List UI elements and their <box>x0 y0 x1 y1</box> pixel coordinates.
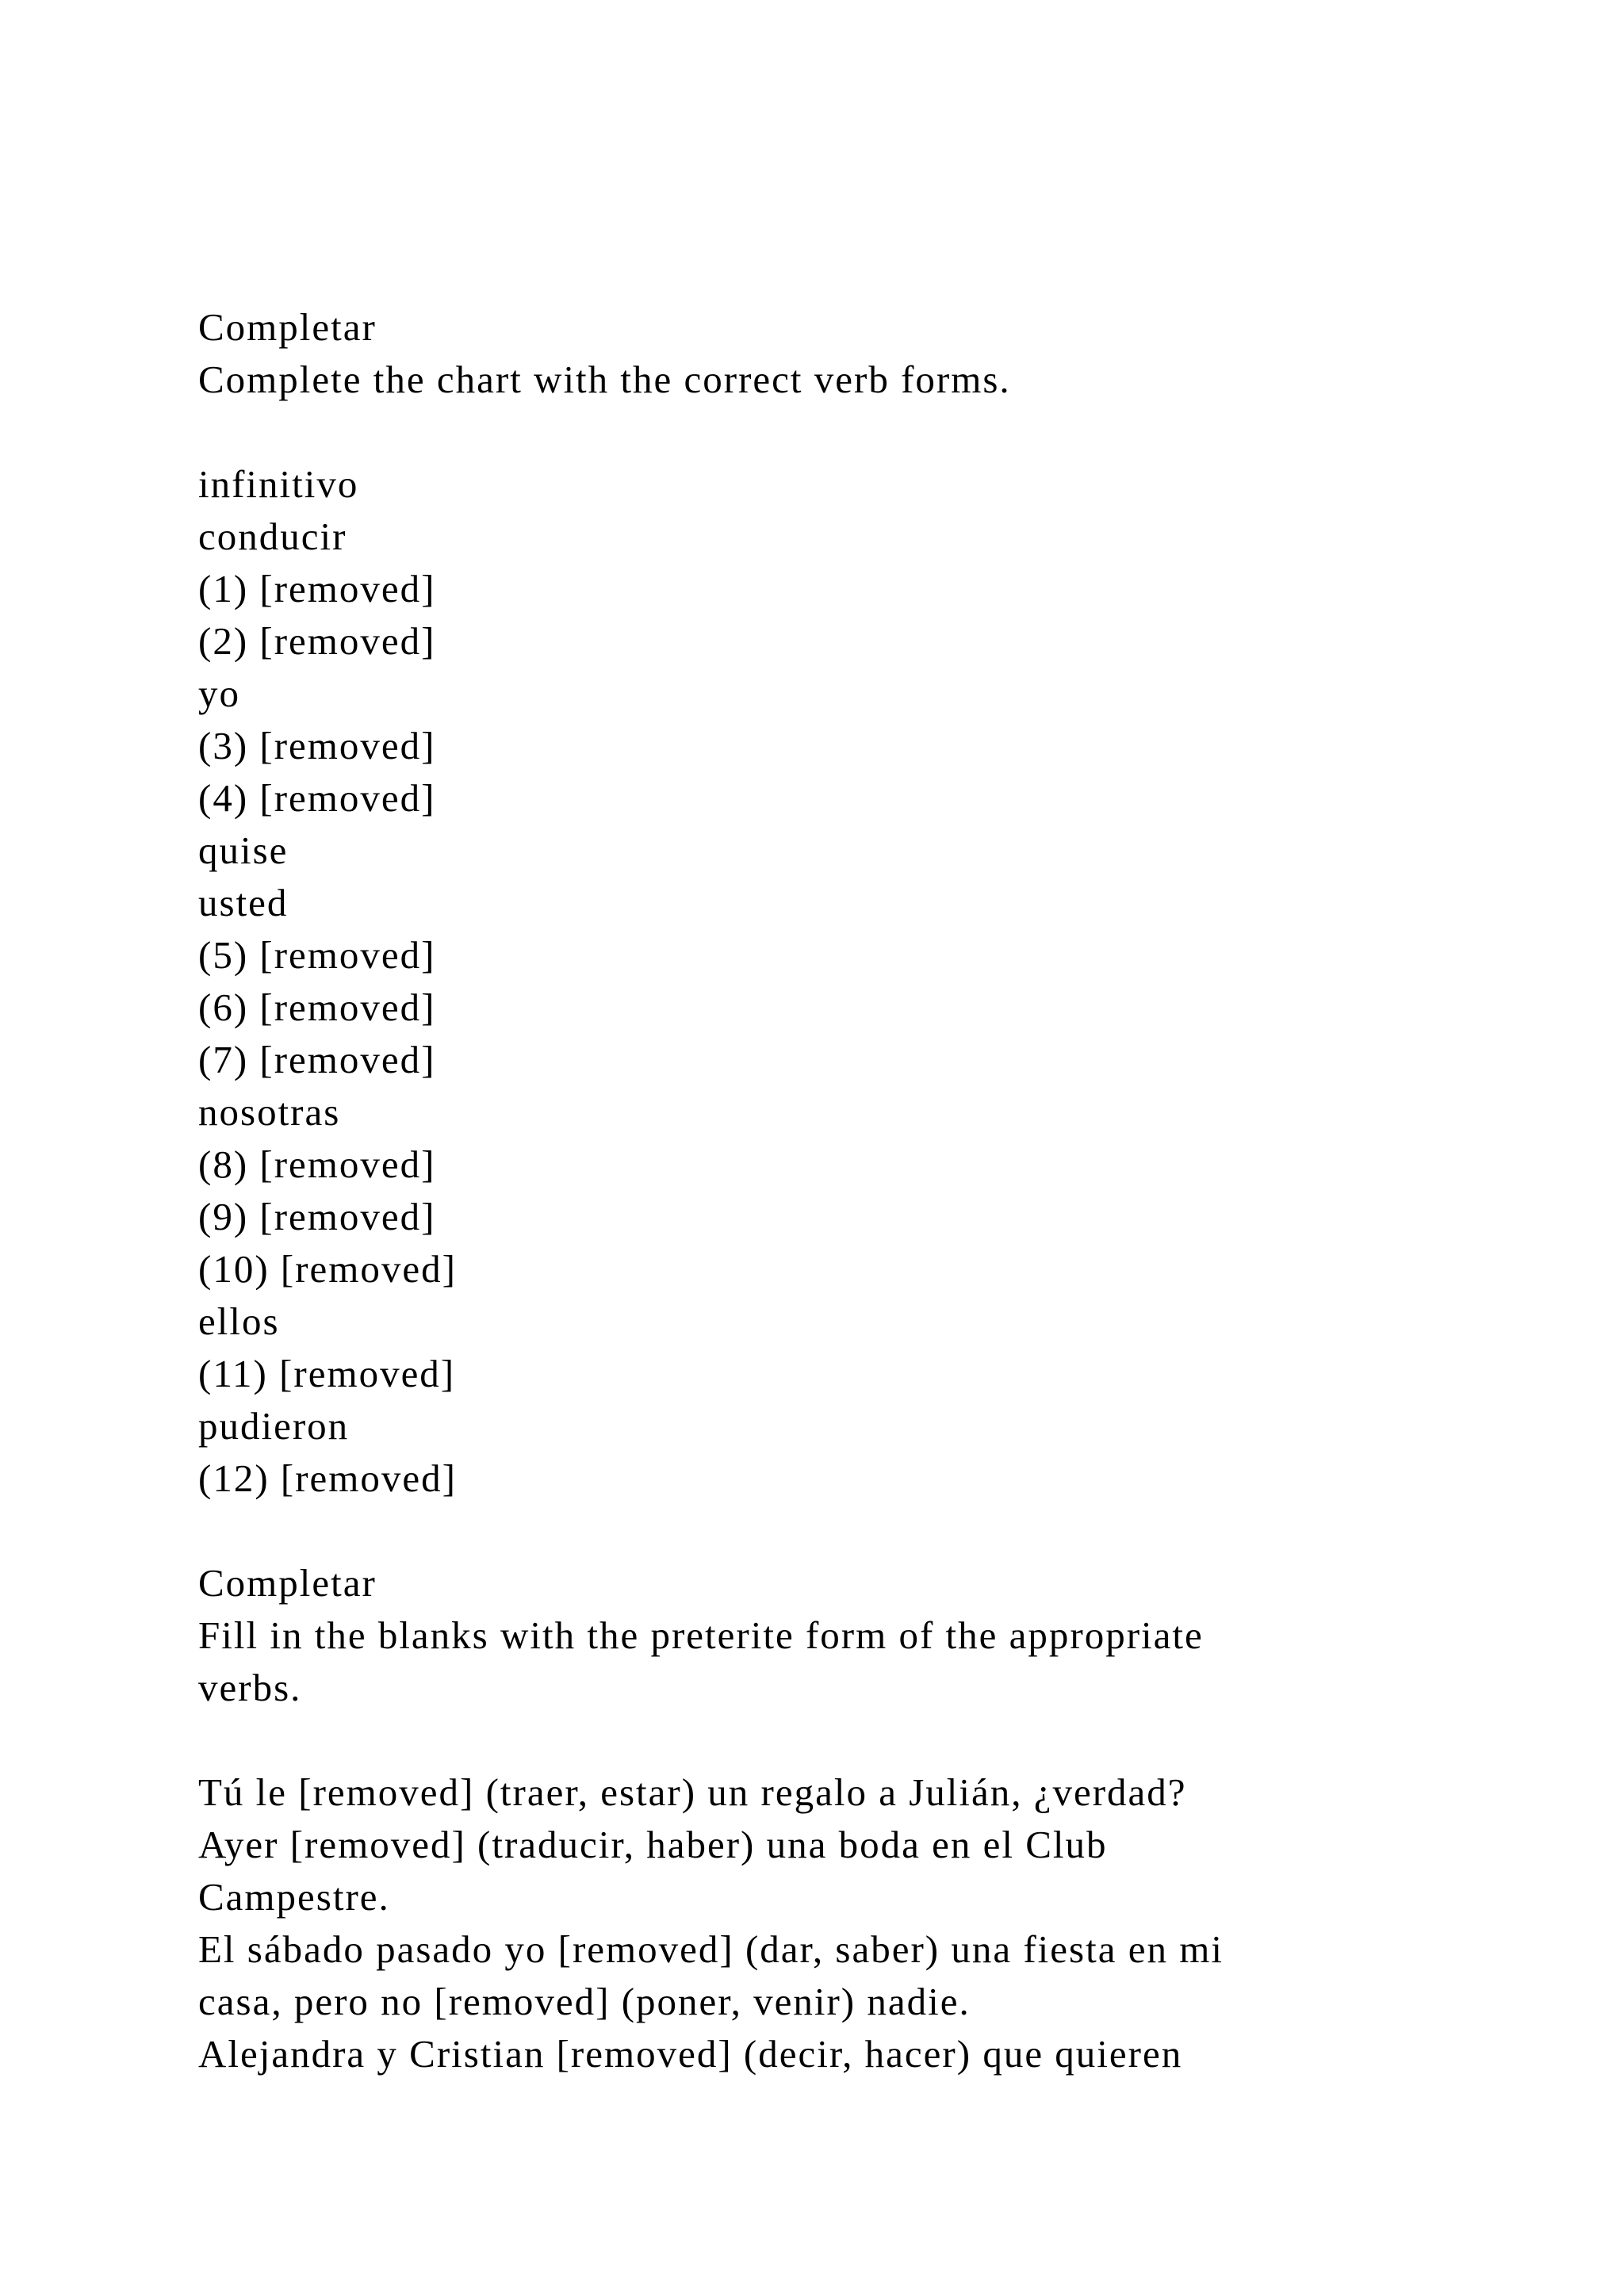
chart-line: pudieron <box>198 1404 350 1448</box>
chart-line: usted <box>198 881 289 924</box>
section-instruction: Fill in the blanks with the preterite form of the appropriate <box>198 1613 1204 1657</box>
chart-line: (1) [removed] <box>198 567 436 610</box>
chart-line: (7) [removed] <box>198 1038 436 1081</box>
sentence-line: Alejandra y Cristian [removed] (decir, hacer) que quieren <box>198 2032 1183 2076</box>
sentence-line: El sábado pasado yo [removed] (dar, saber) una fiesta en mi <box>198 1927 1224 1971</box>
chart-line: nosotras <box>198 1090 341 1134</box>
blank-line <box>198 1714 1435 1766</box>
chart-line: (3) [removed] <box>198 724 436 767</box>
chart-line: conducir <box>198 515 347 558</box>
chart-line: ellos <box>198 1299 280 1343</box>
section-fill-blanks <box>198 1557 1435 2080</box>
chart-line: (12) [removed] <box>198 1456 457 1500</box>
chart-line: quise <box>198 828 289 872</box>
chart-line: (2) [removed] <box>198 619 436 663</box>
blank-line <box>198 1505 1435 1557</box>
section-verb-chart <box>198 301 1435 1557</box>
chart-line: (8) [removed] <box>198 1142 436 1186</box>
chart-line: (6) [removed] <box>198 985 436 1029</box>
section-instruction-continued: verbs. <box>198 1666 302 1709</box>
sentence-line: Tú le [removed] (traer, estar) un regalo a Julián, ¿verdad? <box>198 1770 1187 1814</box>
document-page <box>198 301 1435 2080</box>
chart-line: (10) [removed] <box>198 1247 457 1291</box>
verb-chart-lines <box>198 458 1435 1505</box>
chart-line: (11) [removed] <box>198 1352 456 1395</box>
chart-line: infinitivo <box>198 462 359 506</box>
chart-line: (9) [removed] <box>198 1195 436 1238</box>
section-heading: Completar <box>198 305 377 349</box>
chart-line: yo <box>198 672 240 715</box>
blank-line <box>198 406 1435 458</box>
sentence-lines <box>198 1766 1435 2080</box>
chart-line: (5) [removed] <box>198 933 436 977</box>
section-instruction: Complete the chart with the correct verb forms. <box>198 358 1011 401</box>
sentence-line: Campestre. <box>198 1875 390 1919</box>
sentence-line: Ayer [removed] (traducir, haber) una boda en el Club <box>198 1823 1108 1866</box>
sentence-line: casa, pero no [removed] (poner, venir) nadie. <box>198 1980 971 2023</box>
chart-line: (4) [removed] <box>198 776 436 820</box>
section-heading: Completar <box>198 1561 377 1605</box>
